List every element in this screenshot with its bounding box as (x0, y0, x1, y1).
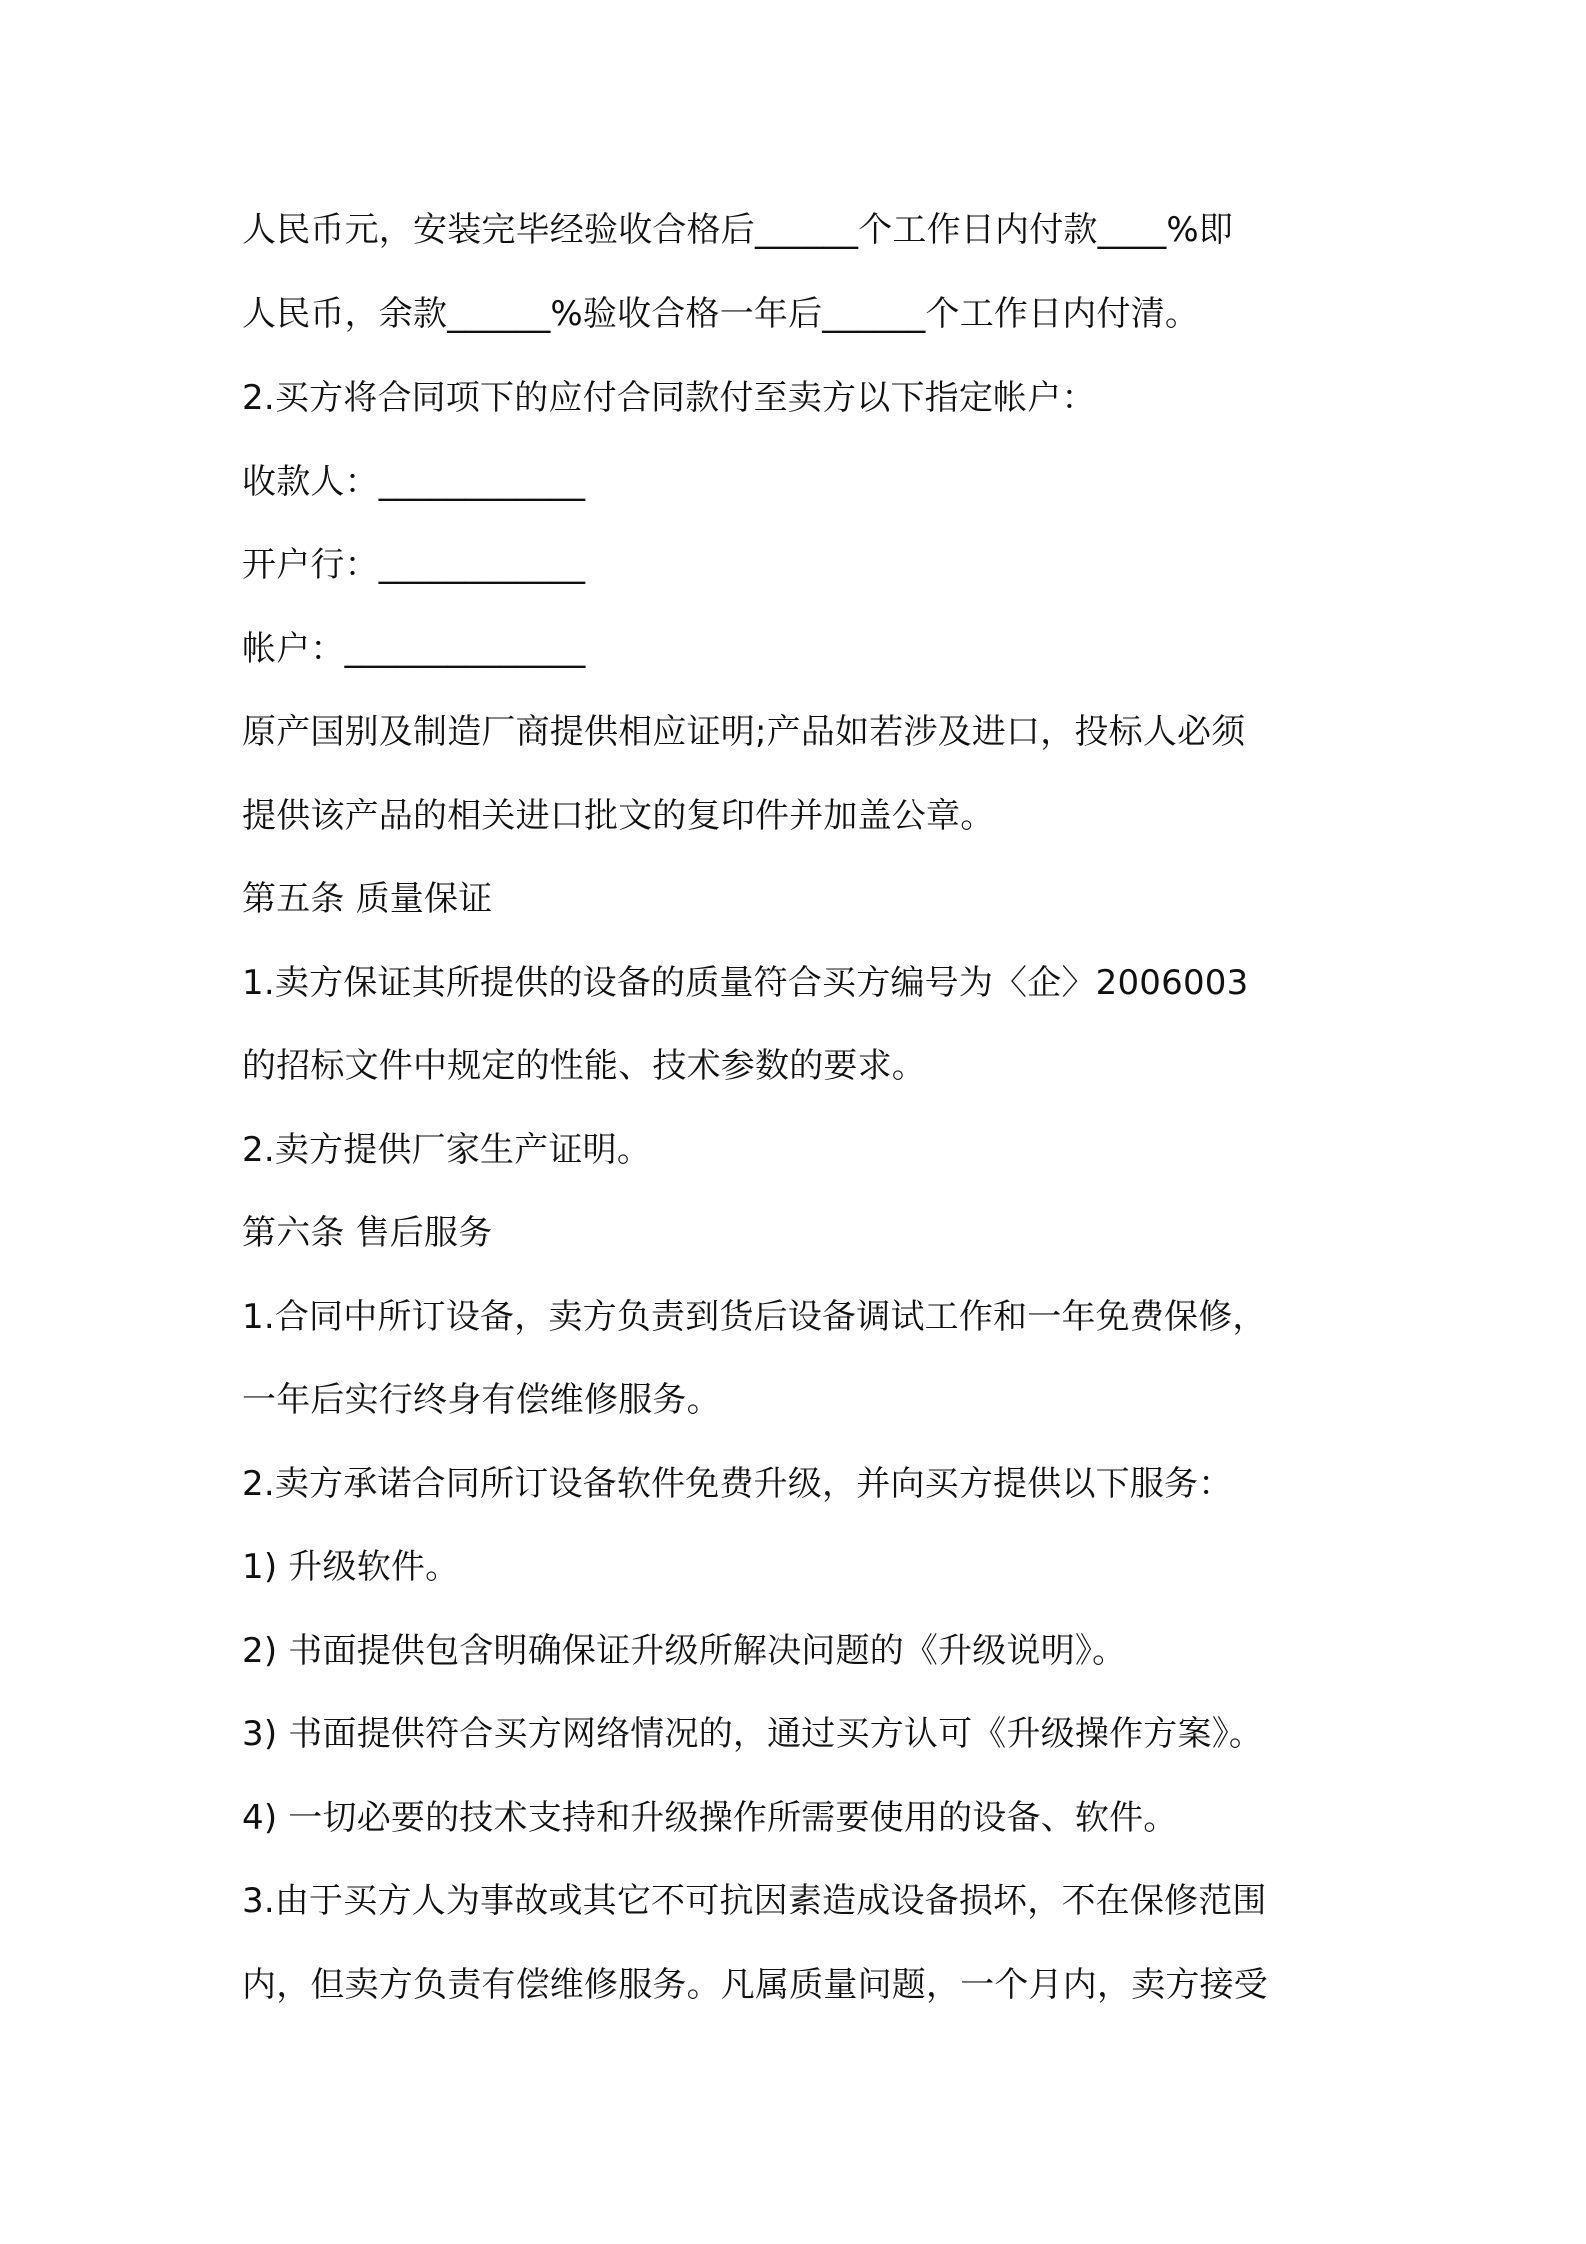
text-line-balance-terms-text: 人民币，余款______%验收合格一年后______个工作日内付清。 (242, 294, 1200, 334)
text-line-import-approval (242, 786, 1362, 846)
bank-field-text: 开户行：____________ (242, 545, 586, 585)
quality-1-continued-text: 的招标文件中规定的性能、技术参数的要求。 (242, 1046, 926, 1086)
text-line-quality-1 (242, 953, 1362, 1013)
list-item-upgrade-software-text: 1) 升级软件。 (242, 1547, 460, 1587)
origin-certificate-text: 原产国别及制造厂商提供相应证明;产品如若涉及进口，投标人必须 (242, 712, 1246, 752)
text-line-payment-terms (242, 200, 1362, 260)
text-line-payee-field (242, 452, 1362, 512)
text-line-service-3 (242, 1871, 1362, 1931)
text-line-account-field (242, 619, 1362, 679)
service-1-continued-text: 一年后实行终身有偿维修服务。 (242, 1380, 721, 1420)
text-line-account-instruction (242, 368, 1362, 428)
import-approval-text: 提供该产品的相关进口批文的复印件并加盖公章。 (242, 796, 995, 836)
section-heading-after-sales-text: 第六条 售后服务 (242, 1213, 493, 1253)
text-line-bank-field (242, 535, 1362, 595)
list-item-upgrade-software (242, 1537, 1362, 1597)
account-field-text: 帐户：______________ (242, 629, 586, 669)
section-heading-after-sales (242, 1203, 1362, 1263)
text-line-quality-2 (242, 1120, 1362, 1180)
list-item-upgrade-notes (242, 1621, 1362, 1681)
text-line-service-1-continued (242, 1370, 1362, 1430)
list-item-upgrade-notes-text: 2) 书面提供包含明确保证升级所解决问题的《升级说明》。 (242, 1631, 1127, 1671)
text-line-service-1 (242, 1287, 1362, 1347)
text-line-quality-1-continued (242, 1036, 1362, 1096)
list-item-upgrade-plan-text: 3) 书面提供符合买方网络情况的，通过买方认可《升级操作方案》。 (242, 1714, 1264, 1754)
text-line-origin-certificate (242, 702, 1362, 762)
text-line-service-3-continued (242, 1955, 1362, 2015)
list-item-technical-support (242, 1788, 1362, 1848)
quality-1-text: 1.卖方保证其所提供的设备的质量符合买方编号为〈企〉2006003 (242, 963, 1249, 1003)
service-2-text: 2.卖方承诺合同所订设备软件免费升级，并向买方提供以下服务： (242, 1464, 1233, 1504)
payee-field-text: 收款人：____________ (242, 462, 586, 502)
list-item-upgrade-plan (242, 1704, 1362, 1764)
text-line-payment-terms-text: 人民币元，安装完毕经验收合格后______个工作日内付款____%即 (242, 210, 1234, 250)
text-line-service-2 (242, 1454, 1362, 1514)
quality-2-text: 2.卖方提供厂家生产证明。 (242, 1130, 652, 1170)
service-1-text: 1.合同中所订设备，卖方负责到货后设备调试工作和一年免费保修， (242, 1297, 1267, 1337)
service-3-continued-text: 内，但卖方负责有偿维修服务。凡属质量问题，一个月内，卖方接受 (242, 1965, 1268, 2005)
text-line-account-instruction-text: 2.买方将合同项下的应付合同款付至卖方以下指定帐户： (242, 378, 1096, 418)
section-heading-quality-text: 第五条 质量保证 (242, 879, 493, 919)
text-line-balance-terms (242, 284, 1362, 344)
list-item-technical-support-text: 4) 一切必要的技术支持和升级操作所需要使用的设备、软件。 (242, 1798, 1178, 1838)
section-heading-quality (242, 869, 1362, 929)
service-3-text: 3.由于买方人为事故或其它不可抗因素造成设备损坏，不在保修范围 (242, 1881, 1267, 1921)
